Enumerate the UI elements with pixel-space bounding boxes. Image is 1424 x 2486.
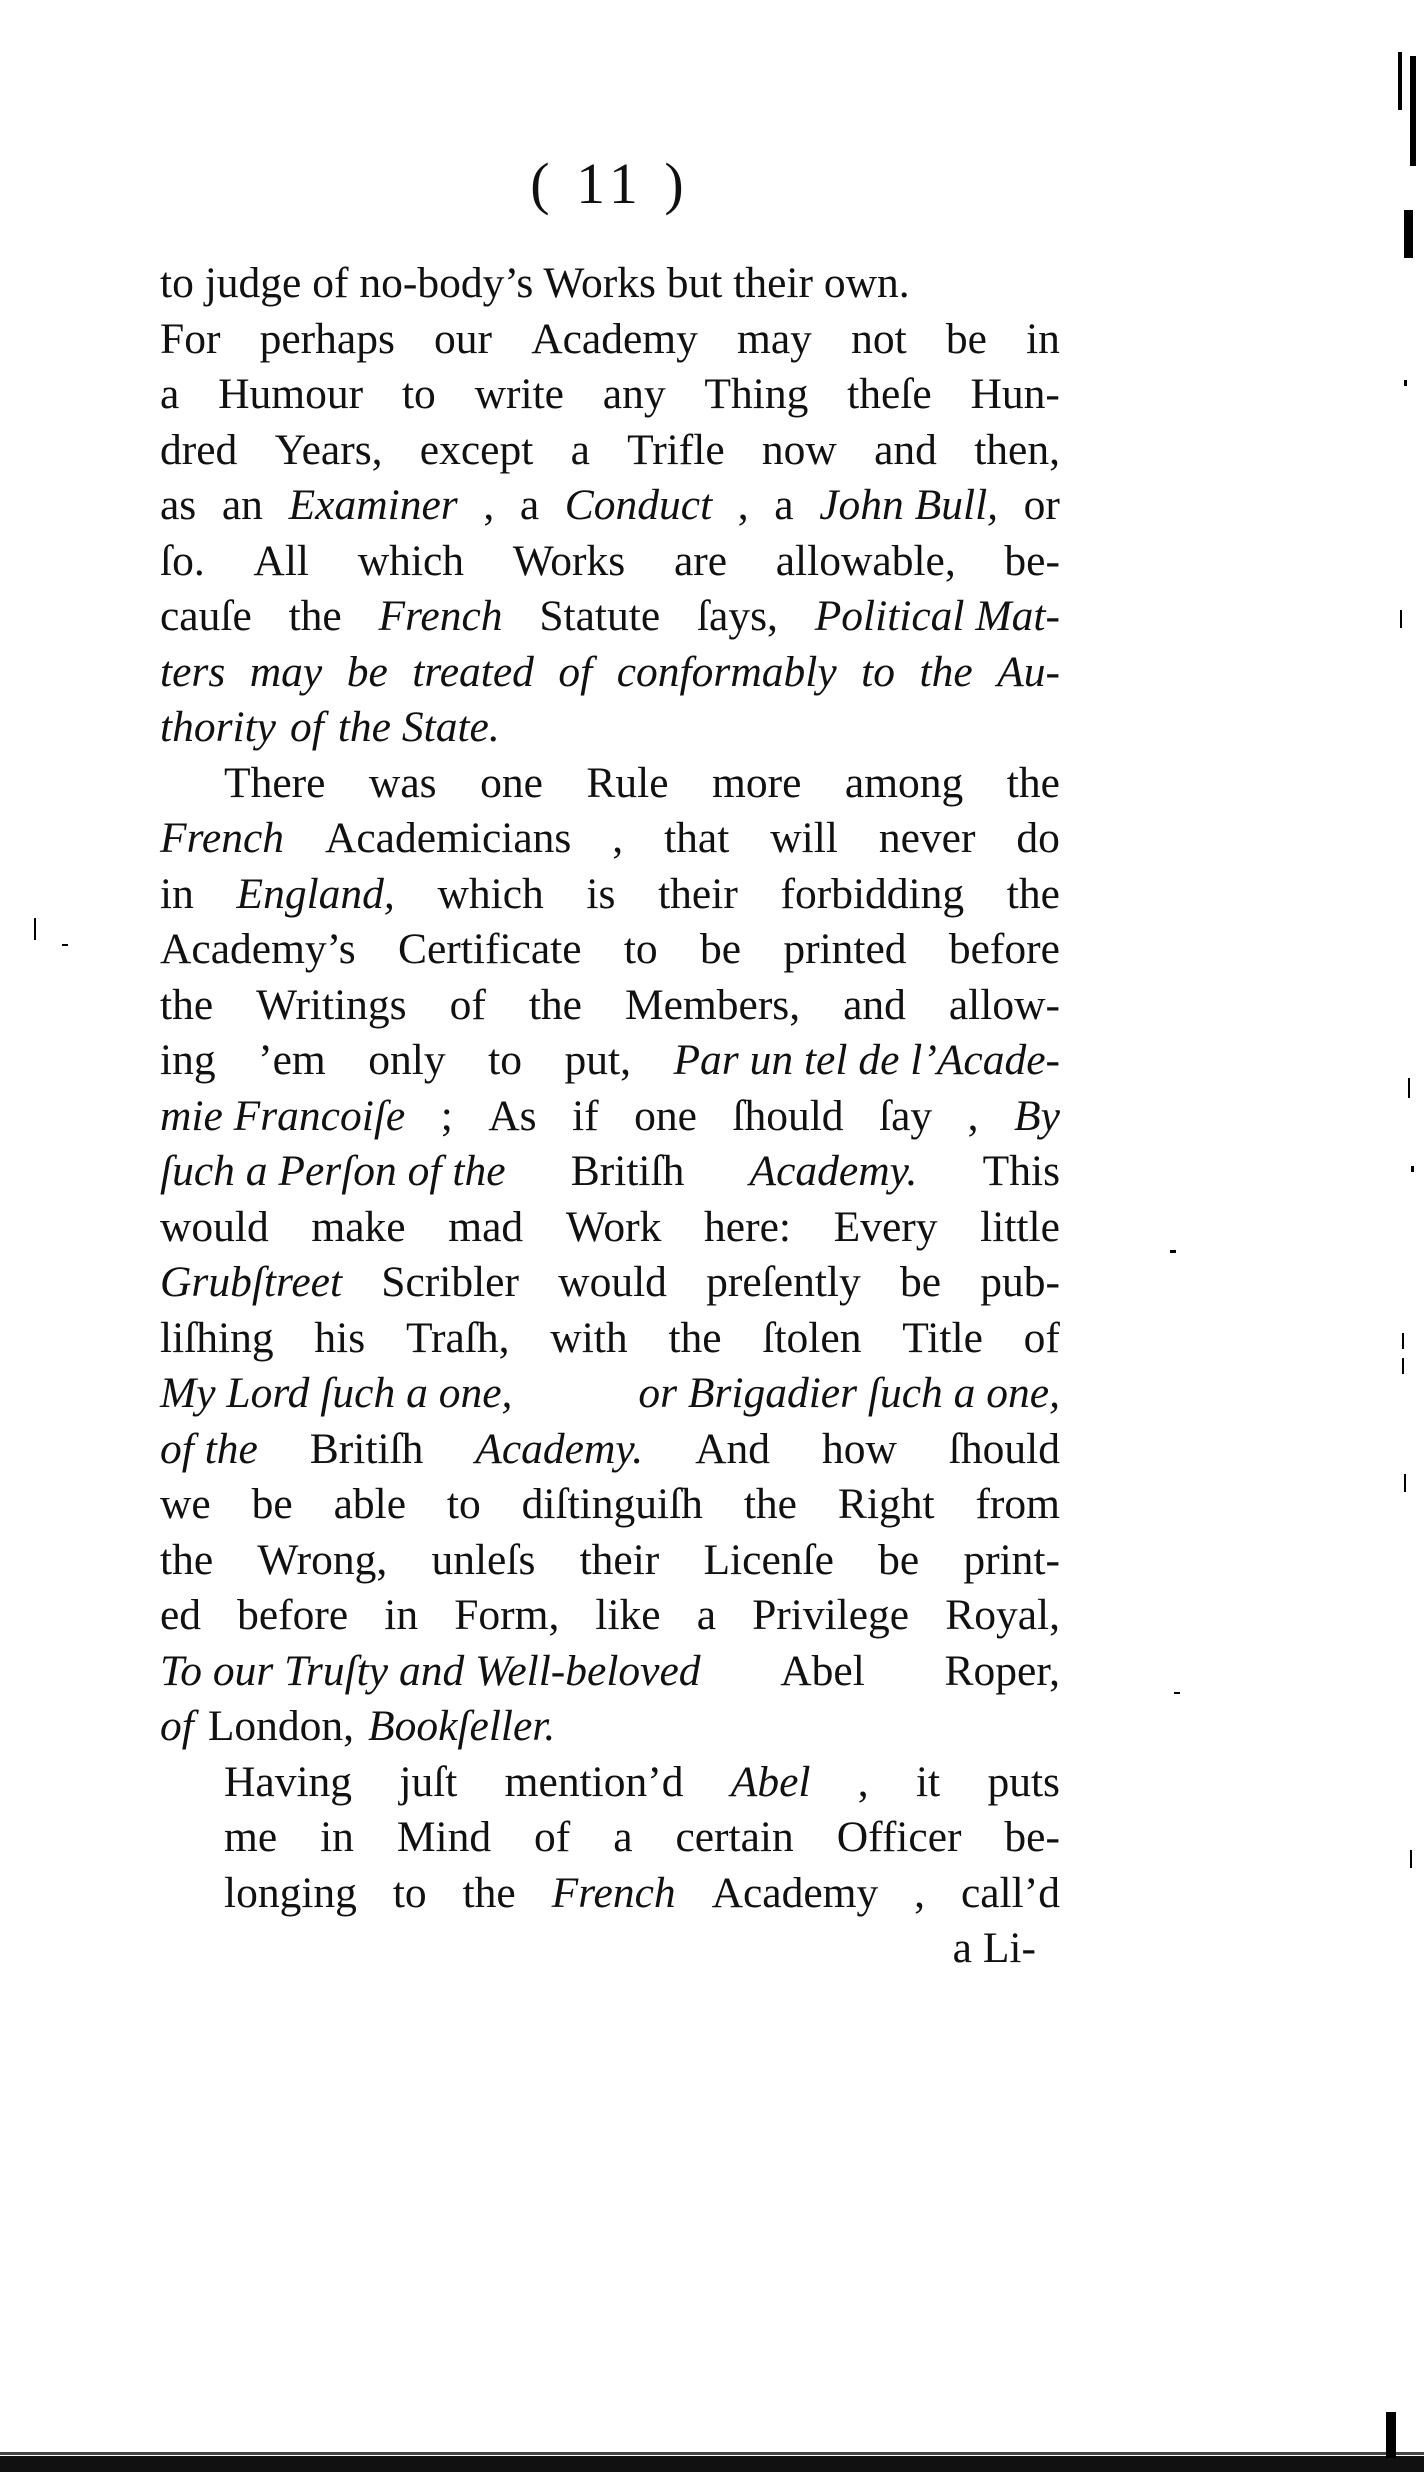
- text-word: perhaps: [259, 314, 395, 363]
- text-word: ,: [737, 481, 749, 529]
- text-word: the: [160, 980, 214, 1029]
- text-word: ,: [612, 814, 624, 862]
- text-line: [160, 1422, 1060, 1478]
- text-word: There: [224, 758, 326, 807]
- text-word: any: [602, 370, 666, 418]
- text-word: Academy.: [475, 1424, 644, 1473]
- text-word: to: [392, 1868, 427, 1917]
- page-edge-shadow: [0, 2452, 1424, 2455]
- text-word: the: [1006, 869, 1060, 918]
- text-word: write: [474, 370, 564, 418]
- text-line: [160, 978, 1060, 1034]
- text-word: as: [160, 481, 197, 529]
- text-word: Writings: [256, 980, 407, 1029]
- text-word: theſe: [847, 370, 932, 418]
- text-word: All: [253, 536, 310, 585]
- text-word: Years,: [274, 425, 383, 474]
- text-word: French: [378, 592, 503, 640]
- scan-artifact: [1410, 56, 1416, 166]
- text-word: of: [1023, 1313, 1060, 1362]
- text-word: Abel: [780, 1646, 865, 1695]
- text-word: be: [945, 314, 987, 363]
- text-word: will: [770, 814, 838, 862]
- text-word: Roper,: [944, 1646, 1060, 1695]
- text-word: of the: [160, 1424, 258, 1473]
- text-word: Par un tel de l’Acade-: [673, 1036, 1060, 1084]
- text-word: Academy: [531, 314, 698, 363]
- text-word: cauſe: [160, 592, 252, 640]
- text-word: ed: [160, 1591, 202, 1639]
- text-word: it: [915, 1757, 941, 1806]
- text-word: French: [551, 1868, 676, 1917]
- text-word: to: [488, 1036, 522, 1084]
- catchword-line: [160, 1921, 1060, 1977]
- text-word: preſently: [706, 1258, 861, 1306]
- text-word: if: [572, 1091, 599, 1140]
- text-word: puts: [987, 1757, 1060, 1806]
- text-word: me: [224, 1813, 278, 1861]
- text-word: Statute: [539, 592, 661, 640]
- text-word: of: [534, 1813, 571, 1861]
- text-word: Wrong,: [257, 1535, 388, 1584]
- text-word: more: [712, 758, 802, 807]
- text-line: [160, 1366, 1060, 1422]
- text-line: [160, 1866, 1060, 1922]
- text-word: treated: [412, 647, 534, 696]
- text-word: Abel: [730, 1757, 811, 1806]
- text-word: which: [357, 536, 465, 585]
- text-word: do: [1016, 814, 1060, 862]
- text-word: and: [874, 425, 937, 474]
- text-word: be-: [1004, 536, 1060, 585]
- text-word: are: [673, 536, 728, 585]
- text-word: their: [658, 869, 738, 918]
- scan-artifact: [1404, 1474, 1406, 1492]
- text-word: Humour: [218, 370, 364, 418]
- text-word: London,: [207, 1702, 355, 1750]
- scan-artifact: [1402, 1333, 1404, 1349]
- text-word: or: [1023, 481, 1060, 529]
- text-word: then,: [974, 425, 1060, 474]
- text-word: ’em: [258, 1036, 326, 1084]
- scan-artifact: [1402, 1358, 1404, 1374]
- text-word: the: [160, 1535, 214, 1584]
- text-word: unleſs: [431, 1535, 536, 1584]
- text-word: Rule: [586, 758, 669, 807]
- text-word: ,: [483, 481, 495, 529]
- text-word: from: [975, 1480, 1060, 1528]
- text-word: Hun-: [970, 370, 1060, 418]
- text-word: little: [980, 1202, 1060, 1251]
- text-word: longing: [224, 1868, 357, 1917]
- text-word: ,: [857, 1757, 869, 1806]
- text-word: is: [586, 869, 616, 918]
- text-word: of: [160, 1702, 194, 1750]
- text-word: we: [160, 1480, 211, 1528]
- text-line: [160, 1810, 1060, 1866]
- text-line: [160, 1033, 1060, 1089]
- text-word: of: [290, 703, 324, 751]
- text-word: would: [160, 1202, 269, 1251]
- text-line: [160, 534, 1060, 590]
- text-word: Title: [902, 1313, 983, 1362]
- text-word: John Bull,: [819, 481, 999, 529]
- text-word: Scribler: [381, 1258, 519, 1306]
- text-line: [160, 589, 1060, 645]
- text-line: [160, 811, 1060, 867]
- text-word: how: [821, 1424, 897, 1473]
- text-word: Right: [837, 1480, 935, 1528]
- text-line: [160, 312, 1060, 368]
- text-word: mie Francoiſe: [160, 1091, 406, 1140]
- text-word: to judge of no-body’s Works but their own.: [160, 259, 910, 307]
- text-word: Every: [833, 1202, 938, 1251]
- text-word: Academy.: [749, 1147, 918, 1195]
- text-word: allow-: [948, 980, 1060, 1029]
- text-word: This: [982, 1147, 1060, 1195]
- text-word: be: [346, 647, 388, 696]
- text-word: ſay: [879, 1091, 933, 1140]
- text-word: or Brigadier ſuch a one,: [638, 1369, 1060, 1417]
- scan-artifact: [1404, 380, 1407, 386]
- text-word: And: [695, 1424, 771, 1473]
- text-line: [160, 922, 1060, 978]
- text-word: To our Truſty and Well-beloved: [160, 1646, 701, 1695]
- text-word: be: [899, 1258, 942, 1306]
- text-word: one: [634, 1091, 697, 1140]
- text-line: [160, 1699, 1060, 1755]
- text-word: a: [696, 1591, 716, 1639]
- text-word: Academy: [711, 1868, 879, 1917]
- text-word: Members,: [624, 980, 801, 1029]
- text-word: ters: [160, 647, 226, 696]
- text-word: our: [434, 314, 493, 363]
- text-word: with: [550, 1313, 628, 1362]
- text-word: ing: [160, 1036, 216, 1084]
- catchword: a Li-: [952, 1924, 1036, 1972]
- text-word: among: [844, 758, 964, 807]
- text-word: allowable,: [775, 536, 956, 585]
- text-line: [160, 1255, 1060, 1311]
- text-word: ſhould: [948, 1424, 1060, 1473]
- text-word: to: [401, 370, 436, 418]
- text-word: of: [558, 647, 593, 696]
- text-word: that: [664, 814, 730, 862]
- text-word: ſhould: [732, 1091, 844, 1140]
- text-line: [160, 1200, 1060, 1256]
- text-word: the: [743, 1480, 797, 1528]
- scan-artifact: [1170, 1250, 1176, 1253]
- text-word: diſtinguiſh: [521, 1480, 703, 1528]
- text-word: may: [249, 647, 323, 696]
- text-line: [160, 867, 1060, 923]
- text-word: ,: [914, 1868, 926, 1917]
- text-word: the State.: [337, 703, 500, 751]
- text-word: thority: [160, 703, 276, 751]
- text-word: Bookſeller.: [368, 1702, 556, 1750]
- text-word: call’d: [960, 1868, 1060, 1917]
- text-word: Work: [565, 1202, 662, 1251]
- text-word: the: [668, 1313, 722, 1362]
- text-word: juſt: [399, 1757, 458, 1806]
- text-word: Form,: [454, 1591, 560, 1639]
- scan-artifact: [1411, 1166, 1414, 1172]
- text-word: the: [528, 980, 582, 1029]
- text-word: was: [368, 758, 437, 807]
- scan-artifact: [1410, 1850, 1412, 1868]
- text-word: Academy’s: [160, 925, 356, 973]
- scan-artifact: [1398, 52, 1402, 110]
- text-word: print-: [963, 1535, 1060, 1584]
- text-line: [160, 1477, 1060, 1533]
- text-word: ſtolen: [762, 1313, 862, 1362]
- text-word: be: [251, 1480, 293, 1528]
- text-word: a: [774, 481, 794, 529]
- text-word: England,: [236, 869, 395, 918]
- text-word: only: [368, 1036, 446, 1084]
- text-line: [160, 1755, 1060, 1811]
- text-word: mad: [448, 1202, 524, 1251]
- text-word: to: [623, 925, 658, 973]
- text-word: Traſh,: [405, 1313, 510, 1362]
- text-word: Conduct: [564, 481, 713, 529]
- text-word: the: [1006, 758, 1060, 807]
- text-word: one: [480, 758, 543, 807]
- text-word: be: [699, 925, 742, 973]
- scan-artifact: [1174, 1692, 1180, 1694]
- text-word: would: [558, 1258, 667, 1306]
- text-word: certain: [675, 1813, 794, 1861]
- text-line: [160, 256, 1060, 312]
- text-word: a: [570, 425, 590, 474]
- text-word: Certificate: [397, 925, 582, 973]
- text-word: and: [843, 980, 906, 1029]
- text-word: before: [237, 1591, 349, 1639]
- text-word: to: [446, 1480, 481, 1528]
- scan-artifact: [1408, 1078, 1410, 1098]
- text-word: except: [419, 425, 534, 474]
- scan-artifact: [1386, 2412, 1396, 2458]
- text-line: [160, 1311, 1060, 1367]
- text-word: like: [595, 1591, 661, 1639]
- text-word: never: [878, 814, 976, 862]
- text-word: may: [737, 314, 812, 363]
- text-word: Licenſe: [703, 1535, 834, 1584]
- text-word: For: [160, 314, 221, 363]
- text-word: Britiſh: [570, 1147, 685, 1195]
- text-line: [160, 423, 1060, 479]
- text-word: his: [314, 1313, 366, 1362]
- body-text: [160, 256, 1060, 1977]
- text-line: [160, 756, 1060, 812]
- text-word: Trifle: [627, 425, 725, 474]
- text-word: be-: [1004, 1813, 1060, 1861]
- text-word: now: [761, 425, 837, 474]
- text-line: [160, 367, 1060, 423]
- text-word: ſo.: [160, 536, 205, 585]
- text-word: As: [488, 1091, 537, 1140]
- text-word: here:: [704, 1202, 791, 1251]
- text-word: ſays,: [696, 592, 778, 640]
- text-line: [160, 1644, 1060, 1700]
- text-word: in: [1026, 314, 1060, 363]
- text-word: ;: [440, 1091, 453, 1140]
- text-word: Examiner: [288, 481, 458, 529]
- text-word: before: [948, 925, 1060, 973]
- text-word: Works: [512, 536, 626, 585]
- text-word: Royal,: [945, 1591, 1060, 1639]
- page-number: ( 11 ): [530, 151, 690, 216]
- text-word: mention’d: [504, 1757, 684, 1806]
- text-word: Officer: [836, 1813, 962, 1861]
- text-line: [160, 478, 1060, 534]
- text-word: able: [333, 1480, 407, 1528]
- text-word: to: [861, 647, 895, 696]
- text-word: French: [160, 814, 285, 862]
- text-word: My Lord ſuch a one,: [160, 1369, 513, 1417]
- text-word: Mind: [396, 1813, 492, 1861]
- text-word: ,: [967, 1091, 979, 1140]
- text-word: their: [579, 1535, 660, 1584]
- text-word: put,: [564, 1036, 631, 1084]
- text-word: pub-: [980, 1258, 1060, 1306]
- text-word: an: [221, 481, 263, 529]
- text-word: a: [613, 1813, 633, 1861]
- scan-artifact: [62, 944, 68, 946]
- scan-artifact: [1400, 610, 1402, 628]
- text-word: Grubſtreet: [160, 1258, 343, 1306]
- text-word: Britiſh: [309, 1424, 424, 1473]
- text-word: liſhing: [160, 1313, 274, 1362]
- text-word: Thing: [704, 370, 809, 418]
- text-word: Having: [224, 1757, 353, 1806]
- text-word: printed: [783, 925, 907, 973]
- text-word: in: [384, 1591, 419, 1639]
- text-word: in: [160, 869, 194, 918]
- text-word: Political Mat-: [814, 592, 1060, 640]
- text-word: the: [462, 1868, 516, 1917]
- text-word: the: [288, 592, 342, 640]
- text-word: ſuch a Perſon of the: [160, 1147, 506, 1195]
- text-word: in: [320, 1813, 354, 1861]
- text-word: By: [1014, 1091, 1060, 1140]
- text-line: [160, 645, 1060, 701]
- text-word: of: [449, 980, 486, 1029]
- text-word: a: [519, 481, 540, 529]
- text-word: not: [851, 314, 907, 363]
- text-word: make: [311, 1202, 406, 1251]
- text-word: Au-: [997, 647, 1060, 696]
- text-word: Academicians: [324, 814, 572, 862]
- text-word: Privilege: [752, 1591, 910, 1639]
- scan-artifact: [1404, 210, 1413, 258]
- text-word: a: [160, 370, 180, 418]
- text-word: which: [437, 869, 544, 918]
- text-word: dred: [160, 425, 238, 474]
- text-word: the: [919, 647, 973, 696]
- text-line: [160, 700, 1060, 756]
- text-word: forbidding: [780, 869, 965, 918]
- scan-artifact: [34, 918, 36, 940]
- text-word: be: [878, 1535, 920, 1584]
- text-word: conformably: [616, 647, 837, 696]
- text-line: [160, 1144, 1060, 1200]
- text-line: [160, 1089, 1060, 1145]
- text-line: [160, 1533, 1060, 1589]
- text-line: [160, 1588, 1060, 1644]
- page-edge-bar: [0, 2456, 1424, 2472]
